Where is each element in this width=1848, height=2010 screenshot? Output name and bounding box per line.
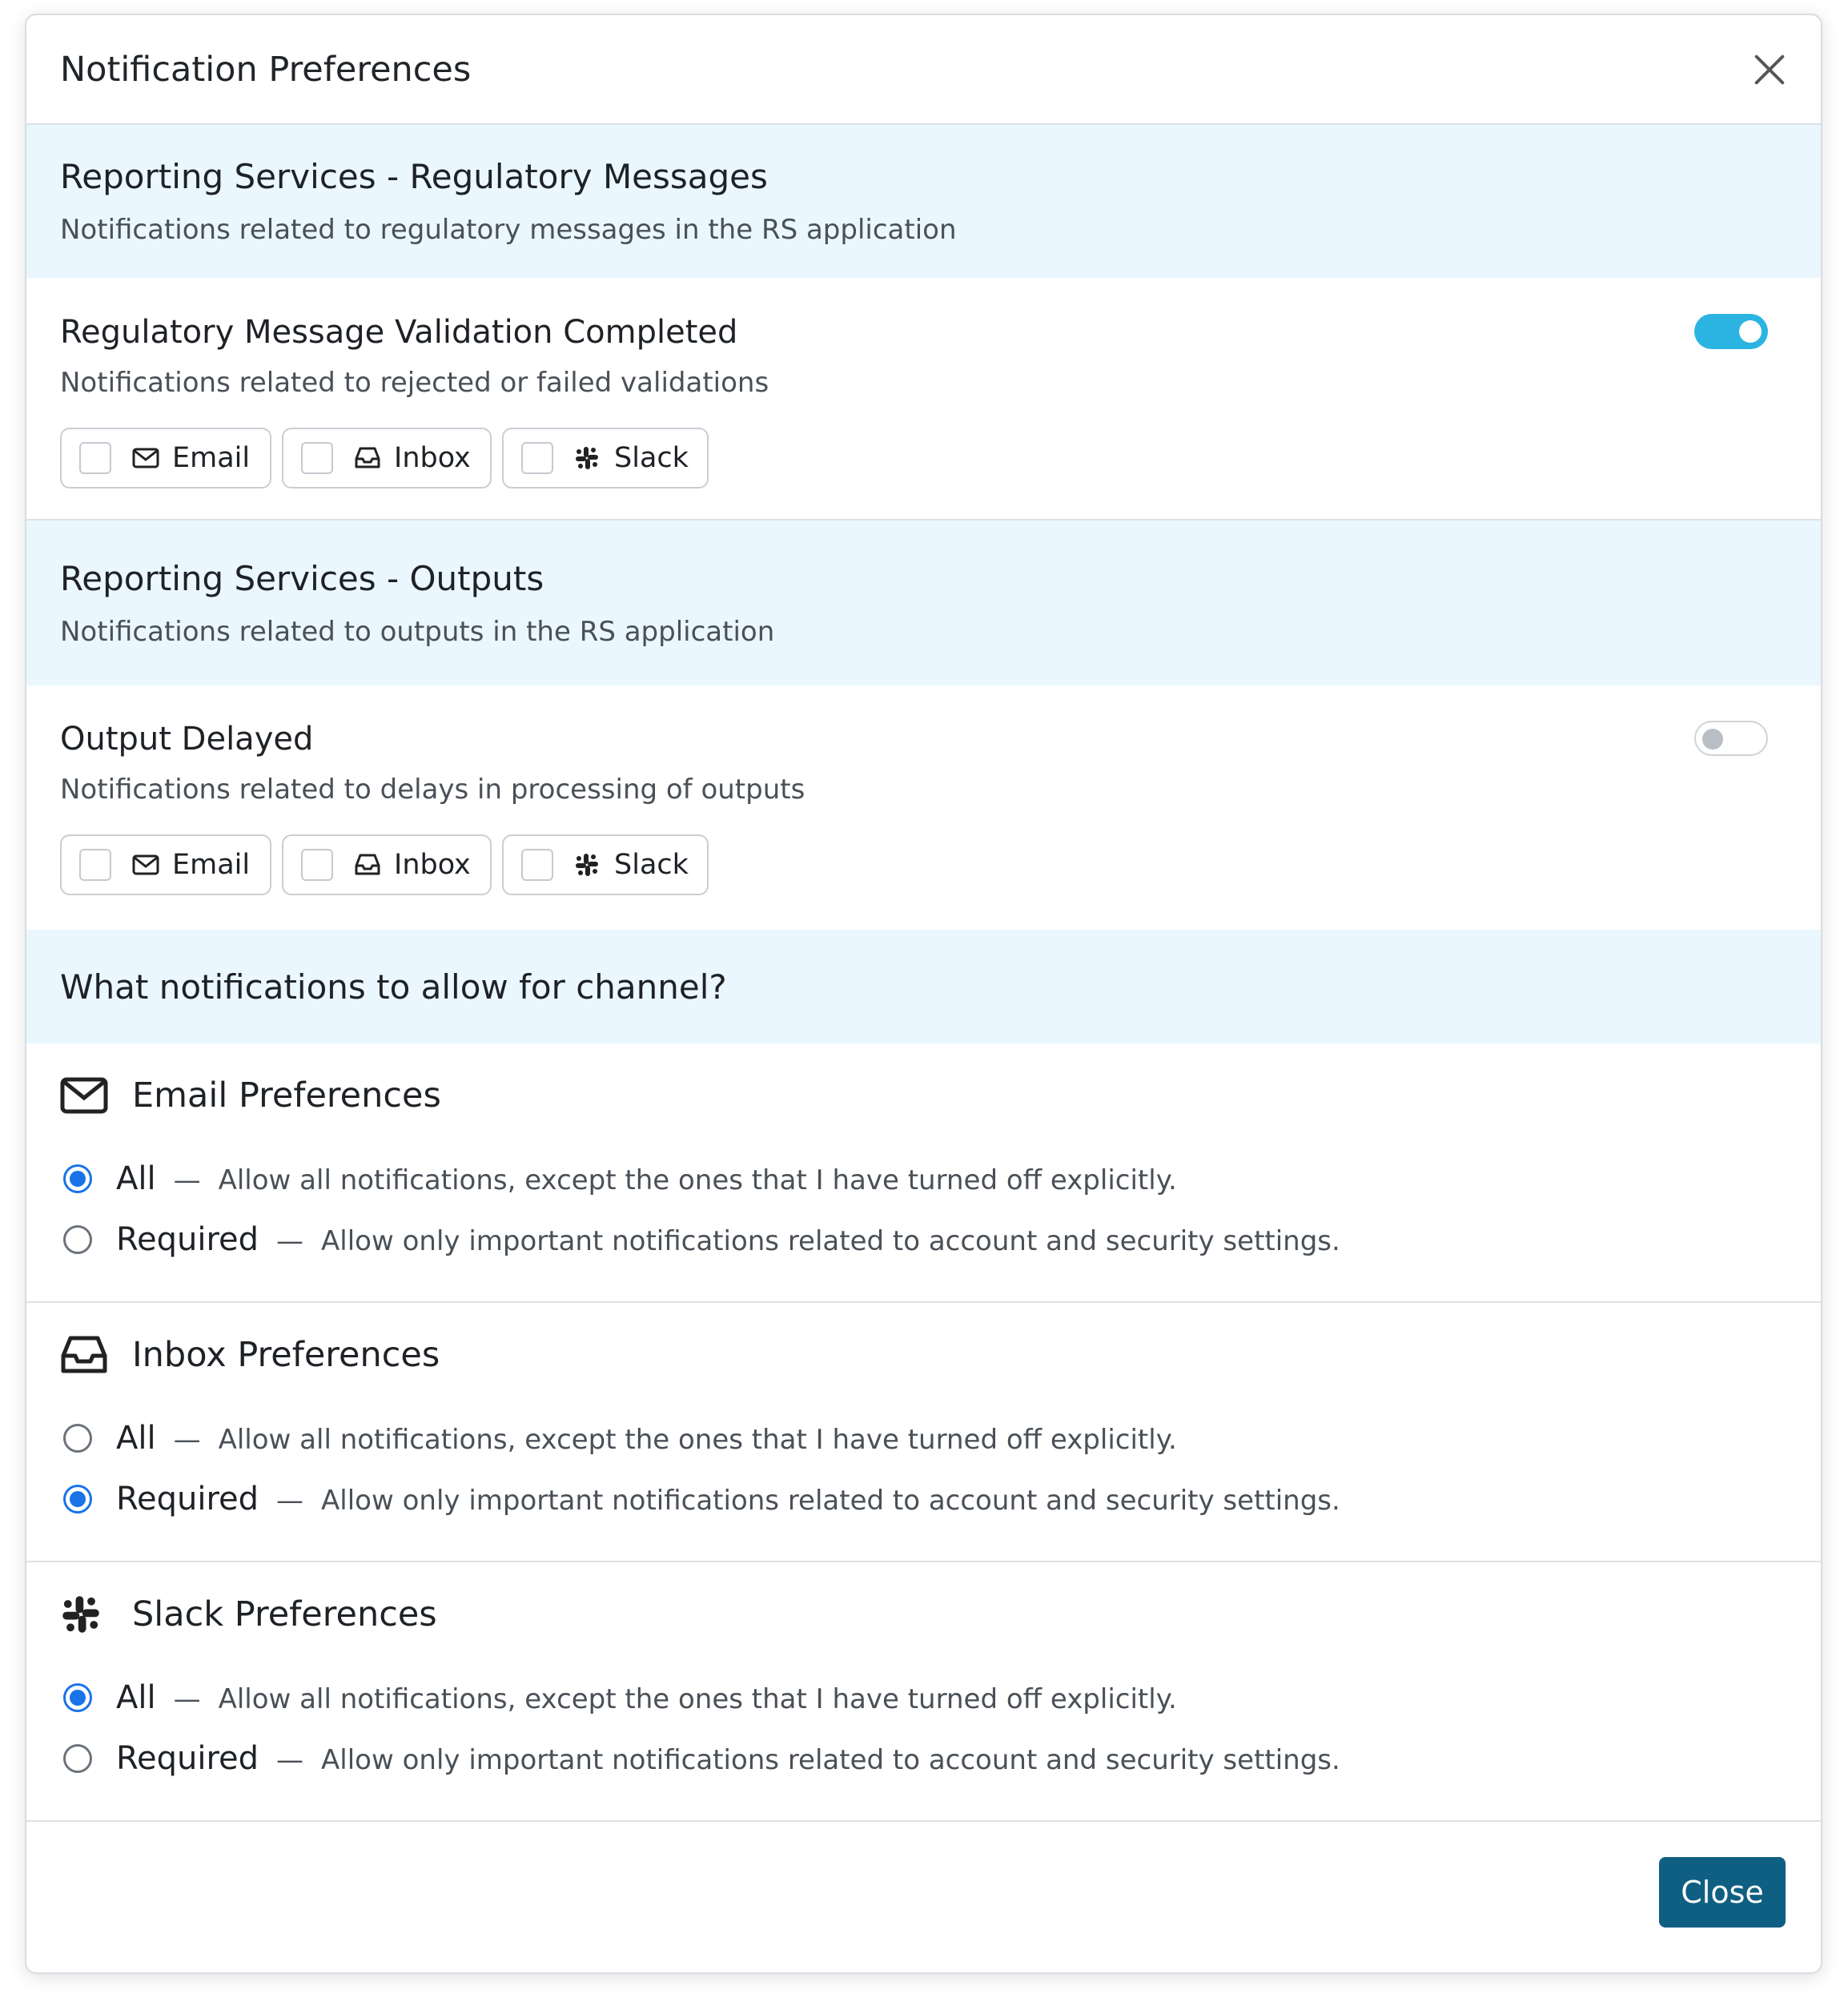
radio-button[interactable]: [63, 1424, 92, 1453]
modal-footer: [26, 1822, 1821, 1962]
inbox-option-required[interactable]: [60, 1481, 1787, 1518]
channel-email-checkbox[interactable]: [60, 834, 271, 895]
group-description: Notifications related to outputs in the RS application: [60, 615, 775, 648]
toggle-knob: [1702, 729, 1723, 750]
inbox-icon: [60, 1335, 110, 1375]
checkbox[interactable]: [521, 442, 553, 474]
inbox-option-all[interactable]: [60, 1420, 1787, 1457]
option-separator: —: [276, 1225, 304, 1257]
channel-label: Email: [172, 442, 251, 474]
checkbox[interactable]: [79, 849, 111, 881]
checkbox[interactable]: [521, 849, 553, 881]
group-description: Notifications related to regulatory messages in the RS application: [60, 214, 957, 246]
close-button[interactable]: Close: [1659, 1857, 1786, 1928]
pref-header: [60, 1594, 1787, 1634]
item-description: Notifications related to delays in processing of outputs: [60, 774, 805, 806]
email-option-required[interactable]: [60, 1221, 1787, 1258]
option-description: Allow only important notifications related to account and security settings.: [321, 1225, 1340, 1257]
inbox-preferences: [26, 1303, 1821, 1562]
group-header-outputs: [26, 521, 1821, 685]
modal-header: [26, 15, 1821, 125]
envelope-icon: [60, 1075, 110, 1116]
radio-button[interactable]: [63, 1225, 92, 1254]
option-separator: —: [173, 1424, 201, 1456]
channel-label: Slack: [614, 849, 689, 881]
option-separator: —: [276, 1744, 304, 1776]
pref-header: [60, 1335, 1787, 1375]
option-description: Allow all notifications, except the ones that I have turned off explicitly.: [218, 1164, 1177, 1196]
channel-inbox-checkbox[interactable]: [282, 834, 492, 895]
option-label: All: [116, 1160, 156, 1197]
group-title: Reporting Services - Regulatory Messages: [60, 157, 768, 196]
inbox-icon: [354, 444, 383, 472]
envelope-icon: [132, 850, 161, 879]
enable-toggle[interactable]: [1694, 314, 1768, 349]
option-separator: —: [276, 1485, 304, 1517]
inbox-icon: [354, 850, 383, 879]
email-option-all[interactable]: [60, 1160, 1787, 1197]
channel-label: Email: [172, 849, 251, 881]
channel-section-header: [26, 930, 1821, 1043]
option-separator: —: [173, 1164, 201, 1196]
checkbox[interactable]: [301, 849, 333, 881]
option-description: Allow all notifications, except the ones that I have turned off explicitly.: [218, 1424, 1177, 1456]
pref-title: Inbox Preferences: [132, 1335, 440, 1375]
channel-options: [60, 834, 1787, 895]
option-label: Required: [116, 1481, 259, 1518]
radio-button[interactable]: [63, 1744, 92, 1773]
radio-button[interactable]: [63, 1683, 92, 1712]
notification-item-output-delayed: [26, 685, 1821, 930]
envelope-icon: [132, 444, 161, 472]
slack-icon: [574, 850, 603, 879]
radio-button[interactable]: [63, 1485, 92, 1514]
option-separator: —: [173, 1683, 201, 1715]
channel-label: Inbox: [394, 442, 471, 474]
channel-label: Slack: [614, 442, 689, 474]
slack-preferences: [26, 1562, 1821, 1822]
notification-preferences-modal: [25, 14, 1822, 1974]
item-title: Regulatory Message Validation Completed: [60, 314, 738, 351]
option-description: Allow all notifications, except the ones that I have turned off explicitly.: [218, 1683, 1177, 1715]
channel-inbox-checkbox[interactable]: [282, 428, 492, 488]
checkbox[interactable]: [301, 442, 333, 474]
pref-title: Slack Preferences: [132, 1594, 437, 1634]
option-label: Required: [116, 1221, 259, 1258]
email-preferences: [26, 1043, 1821, 1303]
item-description: Notifications related to rejected or failed validations: [60, 367, 769, 399]
notification-item-validation-completed: [26, 278, 1821, 521]
option-label: Required: [116, 1740, 259, 1777]
close-icon[interactable]: [1754, 54, 1786, 86]
channel-label: Inbox: [394, 849, 471, 881]
channel-slack-checkbox[interactable]: [502, 428, 709, 488]
radio-button[interactable]: [63, 1164, 92, 1193]
pref-header: [60, 1075, 1787, 1116]
toggle-knob: [1739, 320, 1762, 343]
channel-email-checkbox[interactable]: [60, 428, 271, 488]
option-description: Allow only important notifications related to account and security settings.: [321, 1744, 1340, 1776]
group-title: Reporting Services - Outputs: [60, 558, 544, 598]
slack-option-required[interactable]: [60, 1740, 1787, 1777]
option-label: All: [116, 1420, 156, 1457]
channel-section-title: What notifications to allow for channel?: [60, 967, 727, 1007]
channel-slack-checkbox[interactable]: [502, 834, 709, 895]
slack-icon: [60, 1594, 110, 1634]
option-label: All: [116, 1679, 156, 1716]
pref-title: Email Preferences: [132, 1075, 441, 1116]
slack-icon: [574, 444, 603, 472]
slack-option-all[interactable]: [60, 1679, 1787, 1716]
enable-toggle[interactable]: [1694, 721, 1768, 756]
option-description: Allow only important notifications related to account and security settings.: [321, 1485, 1340, 1517]
item-title: Output Delayed: [60, 721, 314, 758]
group-header-regulatory-messages: [26, 125, 1821, 278]
modal-title: Notification Preferences: [60, 49, 472, 90]
checkbox[interactable]: [79, 442, 111, 474]
channel-options: [60, 428, 1787, 488]
